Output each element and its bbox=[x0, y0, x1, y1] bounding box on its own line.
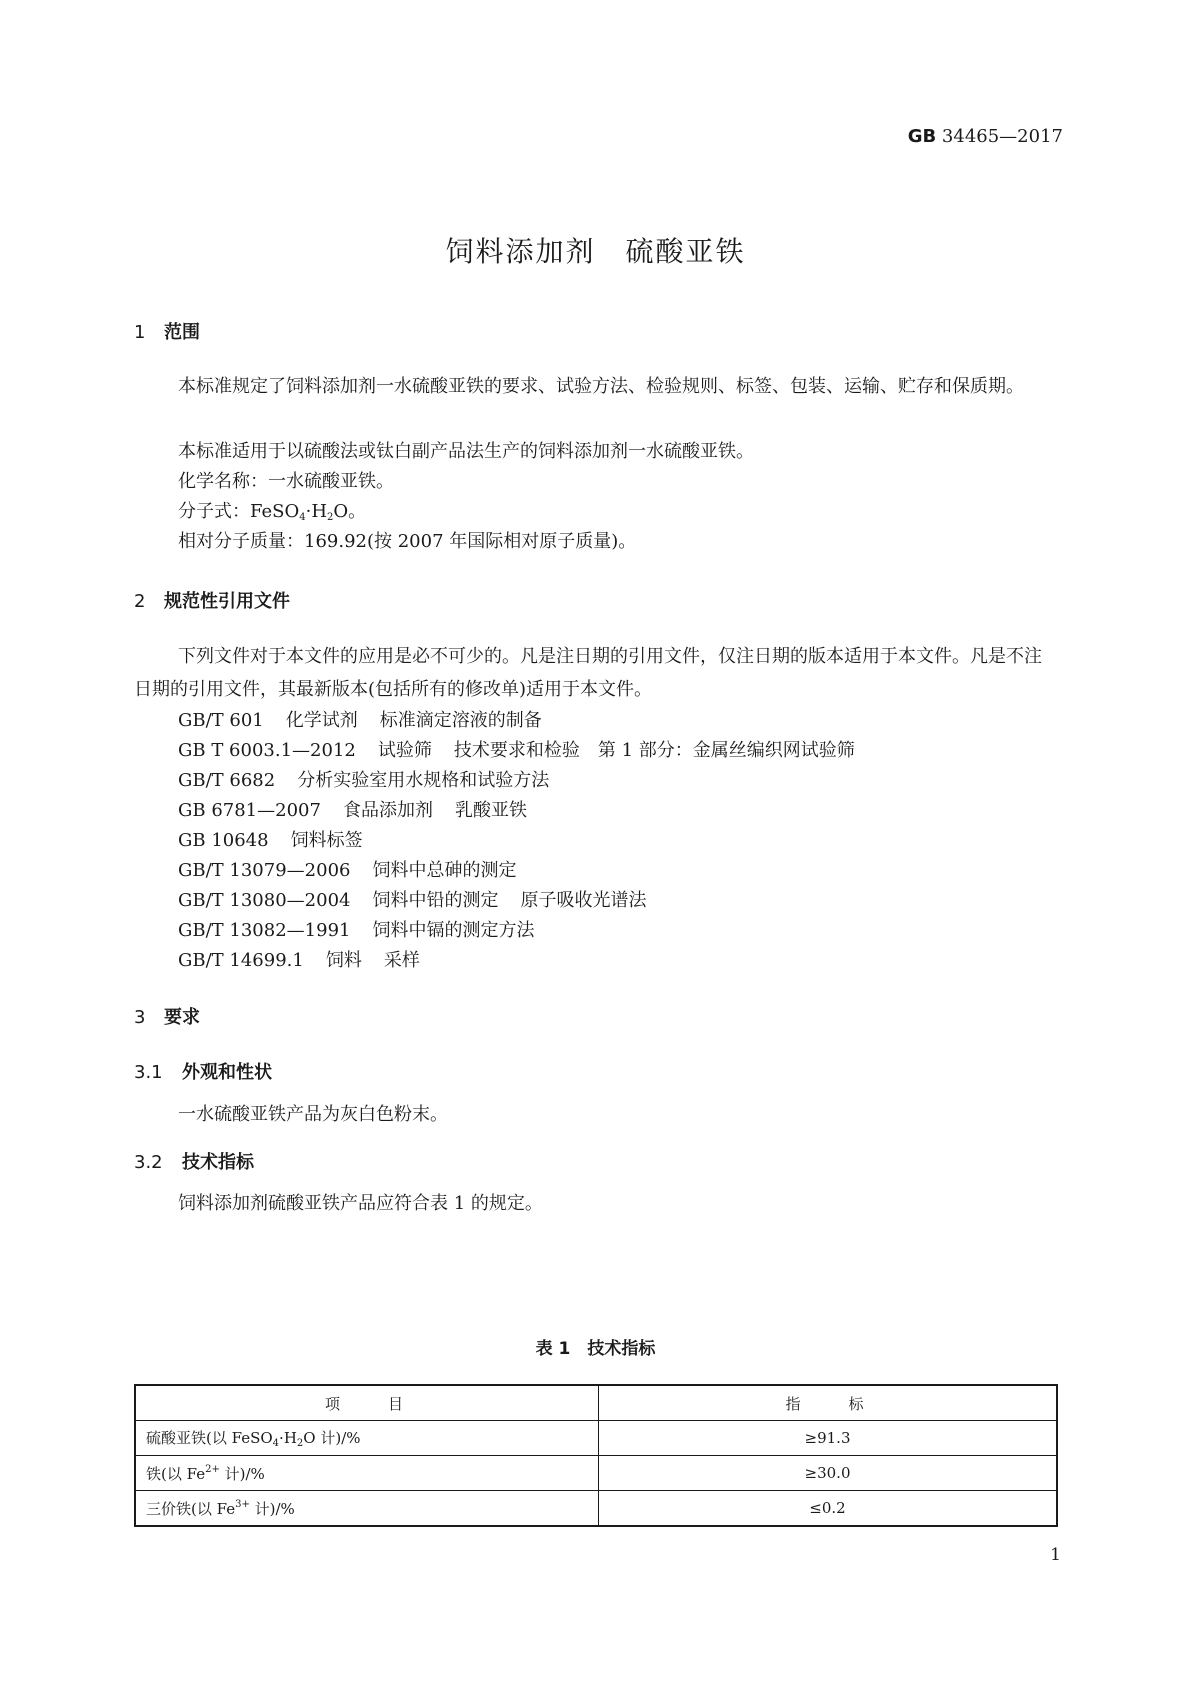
spec-table bbox=[134, 1384, 1058, 1527]
section-2-para: 下列文件对于本文件的应用是必不可少的。凡是注日期的引用文件，仅注日期的版本适用于本文件。凡是不注日期的引用文件，其最新版本(包括所有的修改单)适用于本文件。 bbox=[134, 646, 1042, 700]
column-header-item: 项 目 bbox=[135, 1385, 599, 1421]
table-row bbox=[135, 1491, 1057, 1527]
table-row bbox=[135, 1421, 1057, 1456]
chemical-name: 化学名称：一水硫酸亚铁。 bbox=[178, 471, 394, 492]
section-1-heading: 1 范围 bbox=[134, 322, 200, 343]
section-3-1-text: 一水硫酸亚铁产品为灰白色粉末。 bbox=[178, 1104, 448, 1125]
reference-item: GB/T 601 化学试剂 标准滴定溶液的制备 bbox=[178, 710, 542, 731]
page-number: 1 bbox=[1050, 1545, 1061, 1565]
document-title: 饲料添加剂 硫酸亚铁 bbox=[445, 235, 746, 268]
reference-item: GB 10648 饲料标签 bbox=[178, 830, 363, 851]
reference-item: GB/T 13080—2004 饲料中铅的测定 原子吸收光谱法 bbox=[178, 890, 647, 911]
standard-code: 34465—2017 bbox=[941, 126, 1063, 147]
standard-number bbox=[908, 126, 1063, 147]
section-3-1-heading: 3.1 外观和性状 bbox=[134, 1062, 272, 1083]
table-row bbox=[135, 1456, 1057, 1491]
reference-item: GB T 6003.1—2012 试验筛 技术要求和检验 第 1 部分：金属丝编织网试验筛 bbox=[178, 740, 855, 761]
section-1-para-1: 本标准规定了饲料添加剂一水硫酸亚铁的要求、试验方法、检验规则、标签、包装、运输、贮存和保质期。 bbox=[178, 376, 1024, 397]
row-item: 硫酸亚铁(以 $FeSO_4\cdot H_2O$ 计)/% bbox=[135, 1421, 599, 1456]
table-caption: 表 1 技术指标 bbox=[535, 1339, 656, 1359]
section-1-para-2: 本标准适用于以硫酸法或钛白副产品法生产的饲料添加剂一水硫酸亚铁。 bbox=[178, 441, 754, 462]
table-header-row bbox=[135, 1385, 1057, 1421]
section-2-heading: 2 规范性引用文件 bbox=[134, 591, 290, 612]
reference-item: GB/T 13079—2006 饲料中总砷的测定 bbox=[178, 860, 517, 881]
column-header-value: 指 标 bbox=[599, 1385, 1058, 1421]
row-item: 三价铁(以 $Fe^{3+}$ 计)/% bbox=[135, 1491, 599, 1527]
section-3-2-heading: 3.2 技术指标 bbox=[134, 1152, 254, 1173]
molecular-formula: 分子式：$FeSO_4\cdot H_2O$。 bbox=[178, 501, 367, 523]
row-value: ≥91.3 bbox=[599, 1421, 1058, 1456]
reference-item: GB/T 13082—1991 饲料中镉的测定方法 bbox=[178, 920, 535, 941]
row-item: 铁(以 $Fe^{2+}$ 计)/% bbox=[135, 1456, 599, 1491]
reference-item: GB/T 14699.1 饲料 采样 bbox=[178, 950, 420, 971]
section-3-heading: 3 要求 bbox=[134, 1007, 200, 1028]
reference-item: GB 6781—2007 食品添加剂 乳酸亚铁 bbox=[178, 800, 527, 821]
row-value: ≤0.2 bbox=[599, 1491, 1058, 1527]
row-value: ≥30.0 bbox=[599, 1456, 1058, 1491]
reference-item: GB/T 6682 分析实验室用水规格和试验方法 bbox=[178, 770, 550, 791]
section-3-2-text: 饲料添加剂硫酸亚铁产品应符合表 1 的规定。 bbox=[178, 1193, 543, 1214]
standard-prefix: GB bbox=[907, 126, 937, 147]
molecular-mass: 相对分子质量：169.92(按 2007 年国际相对原子质量)。 bbox=[178, 531, 637, 552]
